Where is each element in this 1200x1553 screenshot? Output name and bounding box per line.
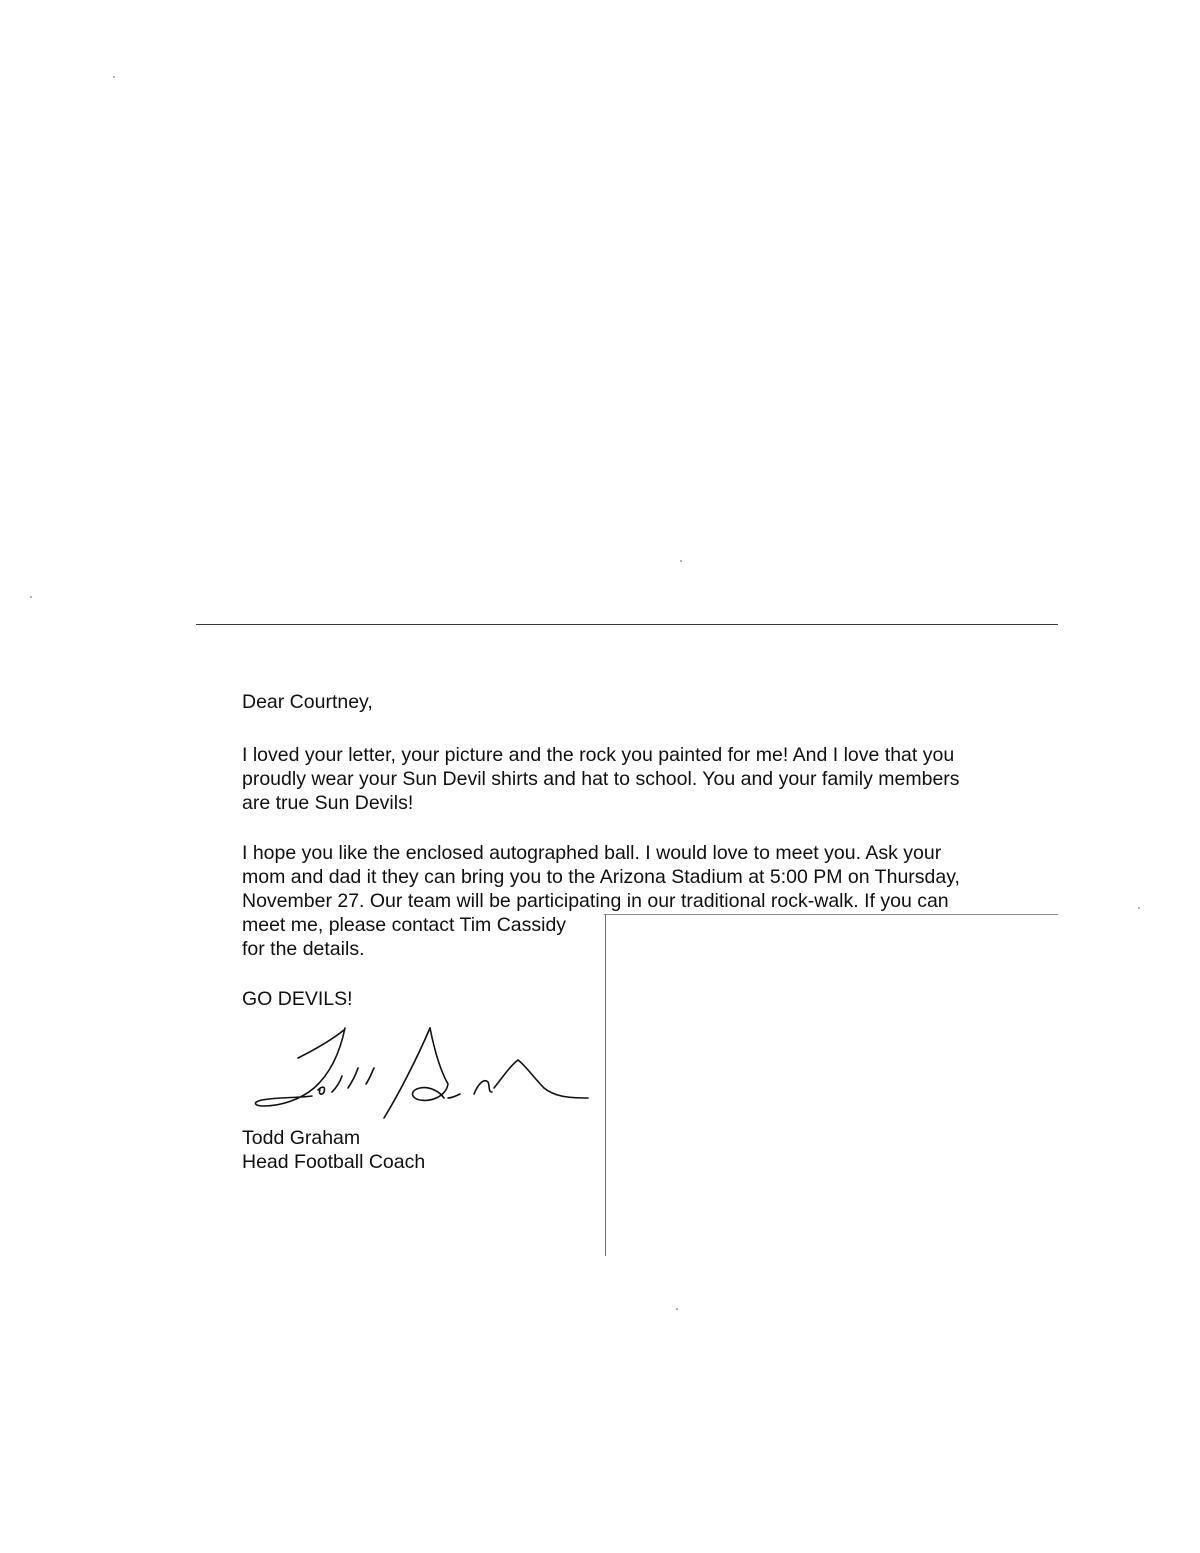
- paper-speck: [676, 1308, 678, 1310]
- paper-speck: [30, 596, 32, 598]
- paragraph-1-line: are true Sun Devils!: [242, 792, 414, 814]
- paragraph-2-line: mom and dad it they can bring you to the Arizona Stadium at 5:00 PM on Thursday,: [242, 866, 960, 888]
- paragraph-2-line: I hope you like the enclosed autographed ball. I would love to meet you. Ask your: [242, 842, 942, 864]
- paper-speck: [1138, 907, 1140, 909]
- handwritten-signature-icon: [248, 1022, 593, 1124]
- redaction-left-edge: [605, 914, 606, 1256]
- paragraph-2-line: meet me, please contact Tim Cassidy: [242, 914, 567, 936]
- paper-speck: [113, 76, 115, 78]
- signatory-name: Todd Graham: [242, 1127, 361, 1149]
- paragraph-1-line: I loved your letter, your picture and the rock you painted for me! And I love that you: [242, 744, 955, 766]
- paragraph-1-line: proudly wear your Sun Devil shirts and hat to school. You and your family members: [242, 768, 960, 790]
- paragraph-2: [242, 841, 1062, 961]
- paper-speck: [680, 560, 682, 562]
- salutation: Dear Courtney,: [242, 691, 373, 713]
- signatory-title: Head Football Coach: [242, 1151, 426, 1173]
- paragraph-2-line: November 27. Our team will be participating in our traditional rock-walk. If you can: [242, 890, 949, 912]
- closing: GO DEVILS!: [242, 988, 353, 1010]
- fold-line: [196, 624, 1058, 625]
- redaction-top-edge: [604, 914, 1058, 915]
- paragraph-1: [242, 743, 1062, 815]
- paragraph-2-line: for the details.: [242, 938, 365, 960]
